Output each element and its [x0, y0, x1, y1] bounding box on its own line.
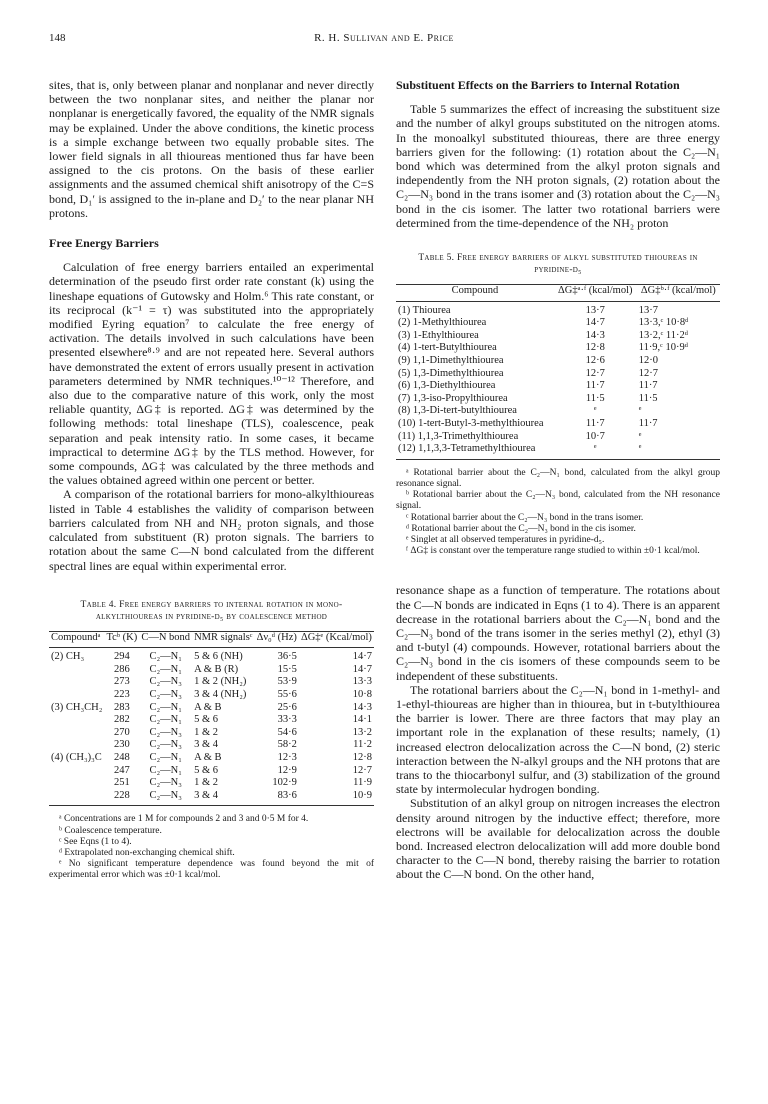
- table5-header: Compound: [451, 285, 499, 297]
- page-number: 148: [49, 32, 66, 44]
- table-row: [396, 301, 720, 317]
- table-cell: 13·3,ᶜ 10·8ᵈ: [638, 317, 689, 329]
- table-cell: 10·9: [352, 789, 372, 801]
- table-cell: 13·2,ᶜ 11·2ᵈ: [638, 329, 689, 341]
- table-cell: C₂—N₁: [149, 651, 182, 663]
- table4-footnotes: [49, 814, 374, 881]
- footnote: ᵃ Rotational barrier about the C₂—N₁ bond, calculated from the alkyl group resonance signal.: [396, 467, 720, 489]
- table-cell: 230: [113, 739, 130, 751]
- footnote: ᶠ ΔG‡ is constant over the temperature range studied to within ±0·1 kcal/mol.: [406, 546, 700, 557]
- table5-body: [396, 301, 720, 459]
- right-column: [396, 78, 720, 882]
- table-cell: 55·6: [277, 689, 297, 701]
- table-cell: (4) 1-tert-Butylthiourea: [398, 342, 497, 354]
- table-row: [49, 664, 374, 677]
- table-cell: C₂—N₃: [149, 726, 182, 738]
- right-paragraph-1: Table 5 summarizes the effect of increasing the substituent size and the number of alkyl groups substituted on the nitrogen atoms. In the monoalkyl substituted thioureas, there are three energy barriers given for the following: (1) rotation about the C₂—N₁ bond which was determined from the alkyl proton signals and independently from the NH proton signals, (2) rotation about the C₂—N₃ bond in the trans isomer and (3) rotation about the C₂—N₃ bond in the cis isomer. The latter two rotational barriers were determined from the time-dependence of the NH₂ proton: [396, 102, 720, 230]
- table-cell: (2) 1-Methylthiourea: [398, 317, 487, 329]
- table-cell: 11·7: [585, 380, 605, 392]
- table-cell: (3) CH₃CH₂: [51, 701, 103, 713]
- right-paragraph-2: resonance shape as a function of temperature. The rotations about the C—N bonds are indicated in Eqns (1 to 4). There is an apparent decrease in the rotational barriers about the C₂—N₁ bond and the C₂—N₃ bond of the trans isomer in the series methyl (2), ethyl (3) and t-butyl (4) compounds. However, rotational barriers about the C₂—N₃ bond in the cis isomers of these compounds seem to be independent of these substituents.: [396, 583, 720, 683]
- table-row: [49, 765, 374, 778]
- table-cell: 13·7: [585, 304, 605, 316]
- table-cell: 3 & 4: [194, 789, 218, 801]
- table-cell: 11·5: [638, 392, 658, 404]
- table-cell: (7) 1,3-iso-Propylthiourea: [398, 392, 508, 404]
- table-cell: (11) 1,1,3-Trimethylthiourea: [398, 430, 519, 442]
- table4-header: NMR signalsᶜ: [194, 631, 253, 643]
- table-cell: 83·6: [277, 789, 297, 801]
- table-cell: 251: [113, 777, 130, 789]
- table-row: [396, 418, 720, 431]
- table-cell: 11·2: [353, 739, 372, 751]
- left-column: [49, 78, 374, 882]
- table-cell: 102·9: [272, 777, 297, 789]
- table4-header: ΔG‡ᵉ (Kcal/mol): [300, 631, 372, 643]
- table-cell: 12·7: [585, 367, 605, 379]
- table-cell: 13·3: [352, 676, 372, 688]
- table-cell: (5) 1,3-Dimethylthiourea: [398, 367, 504, 379]
- table-row: [396, 405, 720, 418]
- table-cell: 33·3: [277, 714, 297, 726]
- table-cell: (4) (CH₃)₃C: [51, 752, 102, 764]
- table-cell: 10·7: [585, 430, 605, 442]
- table-row: [396, 431, 720, 444]
- table-cell: ᵉ: [638, 405, 642, 417]
- table4-caption: Table 4. Free energy barriers to internal rotation in mono-alkylthioureas in pyridine-d₅ by coalescence method: [80, 599, 343, 622]
- table-cell: 11·7: [585, 417, 605, 429]
- table-cell: 248: [113, 752, 130, 764]
- table-cell: 11·5: [585, 392, 605, 404]
- left-paragraph-3: A comparison of the rotational barriers for mono-alkylthioureas listed in Table 4 establishes the validity of comparison between barriers calculated from NH and NH₂ proton signals, and those calculated from substituent (R) proton signals. The barriers to rotation about the same C—N bond calculated from the different spectral lines are equal within experimental error.: [49, 487, 374, 573]
- table-cell: C₂—N₁: [149, 752, 182, 764]
- table-row: [49, 702, 374, 715]
- table-cell: 58·2: [277, 739, 297, 751]
- table5-header: ΔG‡ᵃ·ᶠ (kcal/mol): [558, 285, 633, 297]
- table-cell: 11·9: [353, 777, 372, 789]
- table-cell: 228: [113, 789, 130, 801]
- table-cell: ᵉ: [593, 443, 597, 455]
- table-cell: [49, 777, 104, 790]
- table-cell: C₂—N₃: [149, 689, 182, 701]
- table-row: [49, 727, 374, 740]
- table-row: [49, 714, 374, 727]
- right-paragraph-3: The rotational barriers about the C₂—N₁ bond in 1-methyl- and 1-ethyl-thioureas are higher than in thiourea, but in t-butylthiourea the barrier is lower. There are three factors that may play an important role in the explanation of these results; namely, (1) increased electron delocalization across the C—N bond, (2) steric interaction between the N-alkyl groups and the NH protons that are trans to the thiocarbonyl sulfur, and (3) stabilization of the ground state by intermolecular hydrogen bonding.: [396, 682, 720, 797]
- table-cell: 247: [113, 764, 130, 776]
- table-cell: (9) 1,1-Dimethylthiourea: [398, 355, 504, 366]
- footnote: ᵉ Singlet at all observed temperatures in pyridine-d₅.: [406, 534, 605, 545]
- table-cell: 14·3: [352, 701, 372, 713]
- table-cell: [49, 790, 104, 806]
- table-cell: 11·7: [638, 380, 658, 392]
- table-cell: (6) 1,3-Diethylthiourea: [398, 380, 496, 392]
- right-paragraph-4: Substitution of an alkyl group on nitrogen increases the electron density around nitrogen by the inductive effect; therefore, more electrons will be available for delocalization across the double bond. Increased electron delocalization will add more double bond character to the C—N bond, thereby raising the barrier to rotation about the C—N bond. On the other hand,: [396, 796, 720, 882]
- table-row: [49, 752, 374, 765]
- table-cell: 54·6: [277, 726, 297, 738]
- table-cell: 12·9: [277, 764, 297, 776]
- table4-header: Tcᵇ (K): [106, 631, 138, 643]
- table-cell: 1 & 2 (NH₂): [194, 676, 247, 688]
- table-cell: 1 & 2: [194, 777, 218, 789]
- table-cell: 5 & 6: [194, 764, 218, 776]
- table-row: [49, 648, 374, 664]
- table-cell: ᵉ: [638, 430, 642, 442]
- running-head: R. H. Sullivan and E. Price: [314, 32, 454, 44]
- table-cell: C₂—N₃: [149, 777, 182, 789]
- table-cell: C₂—N₁: [149, 764, 182, 776]
- table-cell: A & B (R): [194, 663, 239, 675]
- table-cell: 3 & 4: [194, 739, 218, 751]
- table-cell: 12·7: [352, 764, 372, 776]
- footnote: ᵇ Rotational barrier about the C₂—N₃ bond, calculated from the NH resonance signal.: [396, 490, 720, 512]
- table-cell: 12·8: [352, 752, 372, 764]
- table-row: [49, 790, 374, 806]
- table-cell: 13·2: [352, 726, 372, 738]
- table-cell: ᵉ: [593, 405, 597, 417]
- table-cell: C₂—N₁: [149, 714, 182, 726]
- footnote: ᶜ See Eqns (1 to 4).: [59, 836, 132, 847]
- table-cell: C₂—N₃: [149, 739, 182, 751]
- table-cell: 12·3: [277, 752, 297, 764]
- table-row: [49, 689, 374, 702]
- table-row: [396, 380, 720, 393]
- table-cell: ᵉ: [638, 443, 642, 455]
- table-cell: 36·5: [277, 651, 297, 663]
- table4: [49, 631, 374, 807]
- table-cell: 3 & 4 (NH₂): [194, 689, 247, 701]
- table-cell: 53·9: [277, 676, 297, 688]
- table-cell: [49, 676, 104, 689]
- table-row: [396, 443, 720, 459]
- table-cell: [49, 664, 104, 677]
- table-cell: 14·7: [352, 651, 372, 663]
- table-cell: 223: [113, 689, 130, 701]
- page-header: [49, 32, 719, 48]
- section-heading-free-energy: Free Energy Barriers: [49, 236, 159, 251]
- table-cell: (12) 1,1,3,3-Tetramethylthiourea: [398, 443, 536, 455]
- table-cell: C₂—N₃: [149, 676, 182, 688]
- table-cell: 286: [113, 663, 130, 675]
- footnote: ᵇ Coalescence temperature.: [59, 825, 162, 836]
- table-cell: 12·0: [638, 355, 658, 366]
- table5-caption: Table 5. Free energy barriers of alkyl substituted thioureas in pyridine-d₅: [418, 253, 698, 276]
- table-cell: [49, 739, 104, 752]
- table-row: [49, 739, 374, 752]
- table-cell: 14·1: [352, 714, 372, 726]
- table5-footnotes: [396, 468, 720, 558]
- table-cell: [49, 765, 104, 778]
- table-row: [396, 393, 720, 406]
- table-row: [396, 342, 720, 355]
- table5: [396, 284, 720, 460]
- left-paragraph-1: sites, that is, only between planar and nonplanar and never directly between the two nonplanar sites, and neither the planar nor nonplanar is energetically favored, the equality of the NMR signals may be explained. Under the above conditions, the kinetic process is a simple exchange between two equally probable sites. The lower field signals in all thioureas mentioned thus far have been assigned to the cis protons. On the basis of these earlier assignments and the assumed chemical shift anisotropy of the C=S bond, D₁′ is assigned to the in-plane and D₂′ to the near planar NH protons.: [49, 78, 374, 220]
- table-cell: 12·7: [638, 367, 658, 379]
- table-row: [396, 317, 720, 330]
- table-cell: C₂—N₁: [149, 663, 182, 675]
- table-cell: 283: [113, 701, 130, 713]
- table-cell: (8) 1,3-Di-tert-butylthiourea: [398, 405, 517, 417]
- footnote: ᶜ Rotational barrier about the C₂—N₃ bond in the trans isomer.: [406, 512, 644, 523]
- table-cell: 12·8: [585, 342, 605, 354]
- table-cell: 12·6: [585, 355, 605, 366]
- table-row: [49, 676, 374, 689]
- table-cell: 5 & 6 (NH): [194, 651, 243, 663]
- table-cell: 273: [113, 676, 130, 688]
- footnote: ᵈ Rotational barrier about the C₂—N₃ bond in the cis isomer.: [406, 523, 636, 534]
- table-cell: 10·8: [352, 689, 372, 701]
- table5-header: ΔG‡ᵇ·ᶠ (kcal/mol): [640, 285, 716, 297]
- table-cell: [49, 727, 104, 740]
- table-cell: 13·7: [638, 304, 658, 316]
- table-cell: 282: [113, 714, 130, 726]
- table-cell: 25·6: [277, 701, 297, 713]
- table-cell: 15·5: [277, 663, 297, 675]
- table-cell: 14·7: [352, 663, 372, 675]
- table-cell: 294: [113, 651, 130, 663]
- table-cell: (1) Thiourea: [398, 304, 451, 316]
- table-row: [49, 777, 374, 790]
- footnote: ᵉ No significant temperature dependence was found beyond the mit of experimental error which was ±0·1 kcal/mol.: [49, 859, 374, 881]
- table-row: [396, 368, 720, 381]
- table4-header: C—N bond: [141, 631, 191, 643]
- table-cell: 11·7: [638, 417, 658, 429]
- table-row: [396, 355, 720, 368]
- table-cell: C₂—N₁: [149, 701, 182, 713]
- table-cell: 270: [113, 726, 130, 738]
- footnote: ᵃ Concentrations are 1 M for compounds 2 and 3 and 0·5 M for 4.: [59, 814, 309, 825]
- table-cell: (2) CH₃: [51, 651, 85, 663]
- table-cell: (10) 1-tert-Butyl-3-methylthiourea: [398, 417, 544, 429]
- table4-body: [49, 648, 374, 806]
- table-cell: [49, 689, 104, 702]
- table-cell: 5 & 6: [194, 714, 218, 726]
- footnote: ᵈ Extrapolated non-exchanging chemical shift.: [59, 848, 235, 859]
- section-heading-substituent: Substituent Effects on the Barriers to Internal Rotation: [396, 78, 680, 92]
- table-cell: A & B: [194, 701, 222, 713]
- table-cell: C₂—N₃: [149, 789, 182, 801]
- table4-header: Compoundᵃ: [51, 631, 101, 643]
- table-cell: 1 & 2: [194, 726, 218, 738]
- table-cell: 14·3: [585, 329, 605, 341]
- table-row: [396, 330, 720, 343]
- table-cell: 11·9,ᶜ 10·9ᵈ: [638, 342, 689, 354]
- left-paragraph-2: Calculation of free energy barriers entailed an experimental determination of the pseudo first order rate constant (k) using the lineshape equations of Gutowsky and Holm.⁶ This rate constant, or its reciprocal (k⁻¹ = τ) was substituted into the appropriately modified Eyring equation⁷ to calculate the free energy of activation. The details involved in such calculations have been presented elsewhere⁸·⁹ and are not repeated here. Several authors have demonstrated the extent of errors usually present in activation parameters determined by NMR techniques.¹⁰⁻¹² Therefore, and also due to the comparative nature of this work, only the most reliable quantity, ΔG‡ is reported. ΔG‡ was determined by the following methods: total lineshape (TLS), coalescence, peak separation and peak intensity ratio. In some cases, it became impractical to determine ΔG‡ by the TLS method. However, for some compounds, ΔG‡ was calculated by the three methods and the values obtained agreed within one percent or better.: [49, 260, 374, 488]
- table4-header: Δν₀ᵈ (Hz): [256, 631, 297, 643]
- table-cell: 14·7: [585, 317, 605, 329]
- table-cell: (3) 1-Ethylthiourea: [398, 329, 479, 341]
- table-cell: A & B: [194, 752, 222, 764]
- table-cell: [49, 714, 104, 727]
